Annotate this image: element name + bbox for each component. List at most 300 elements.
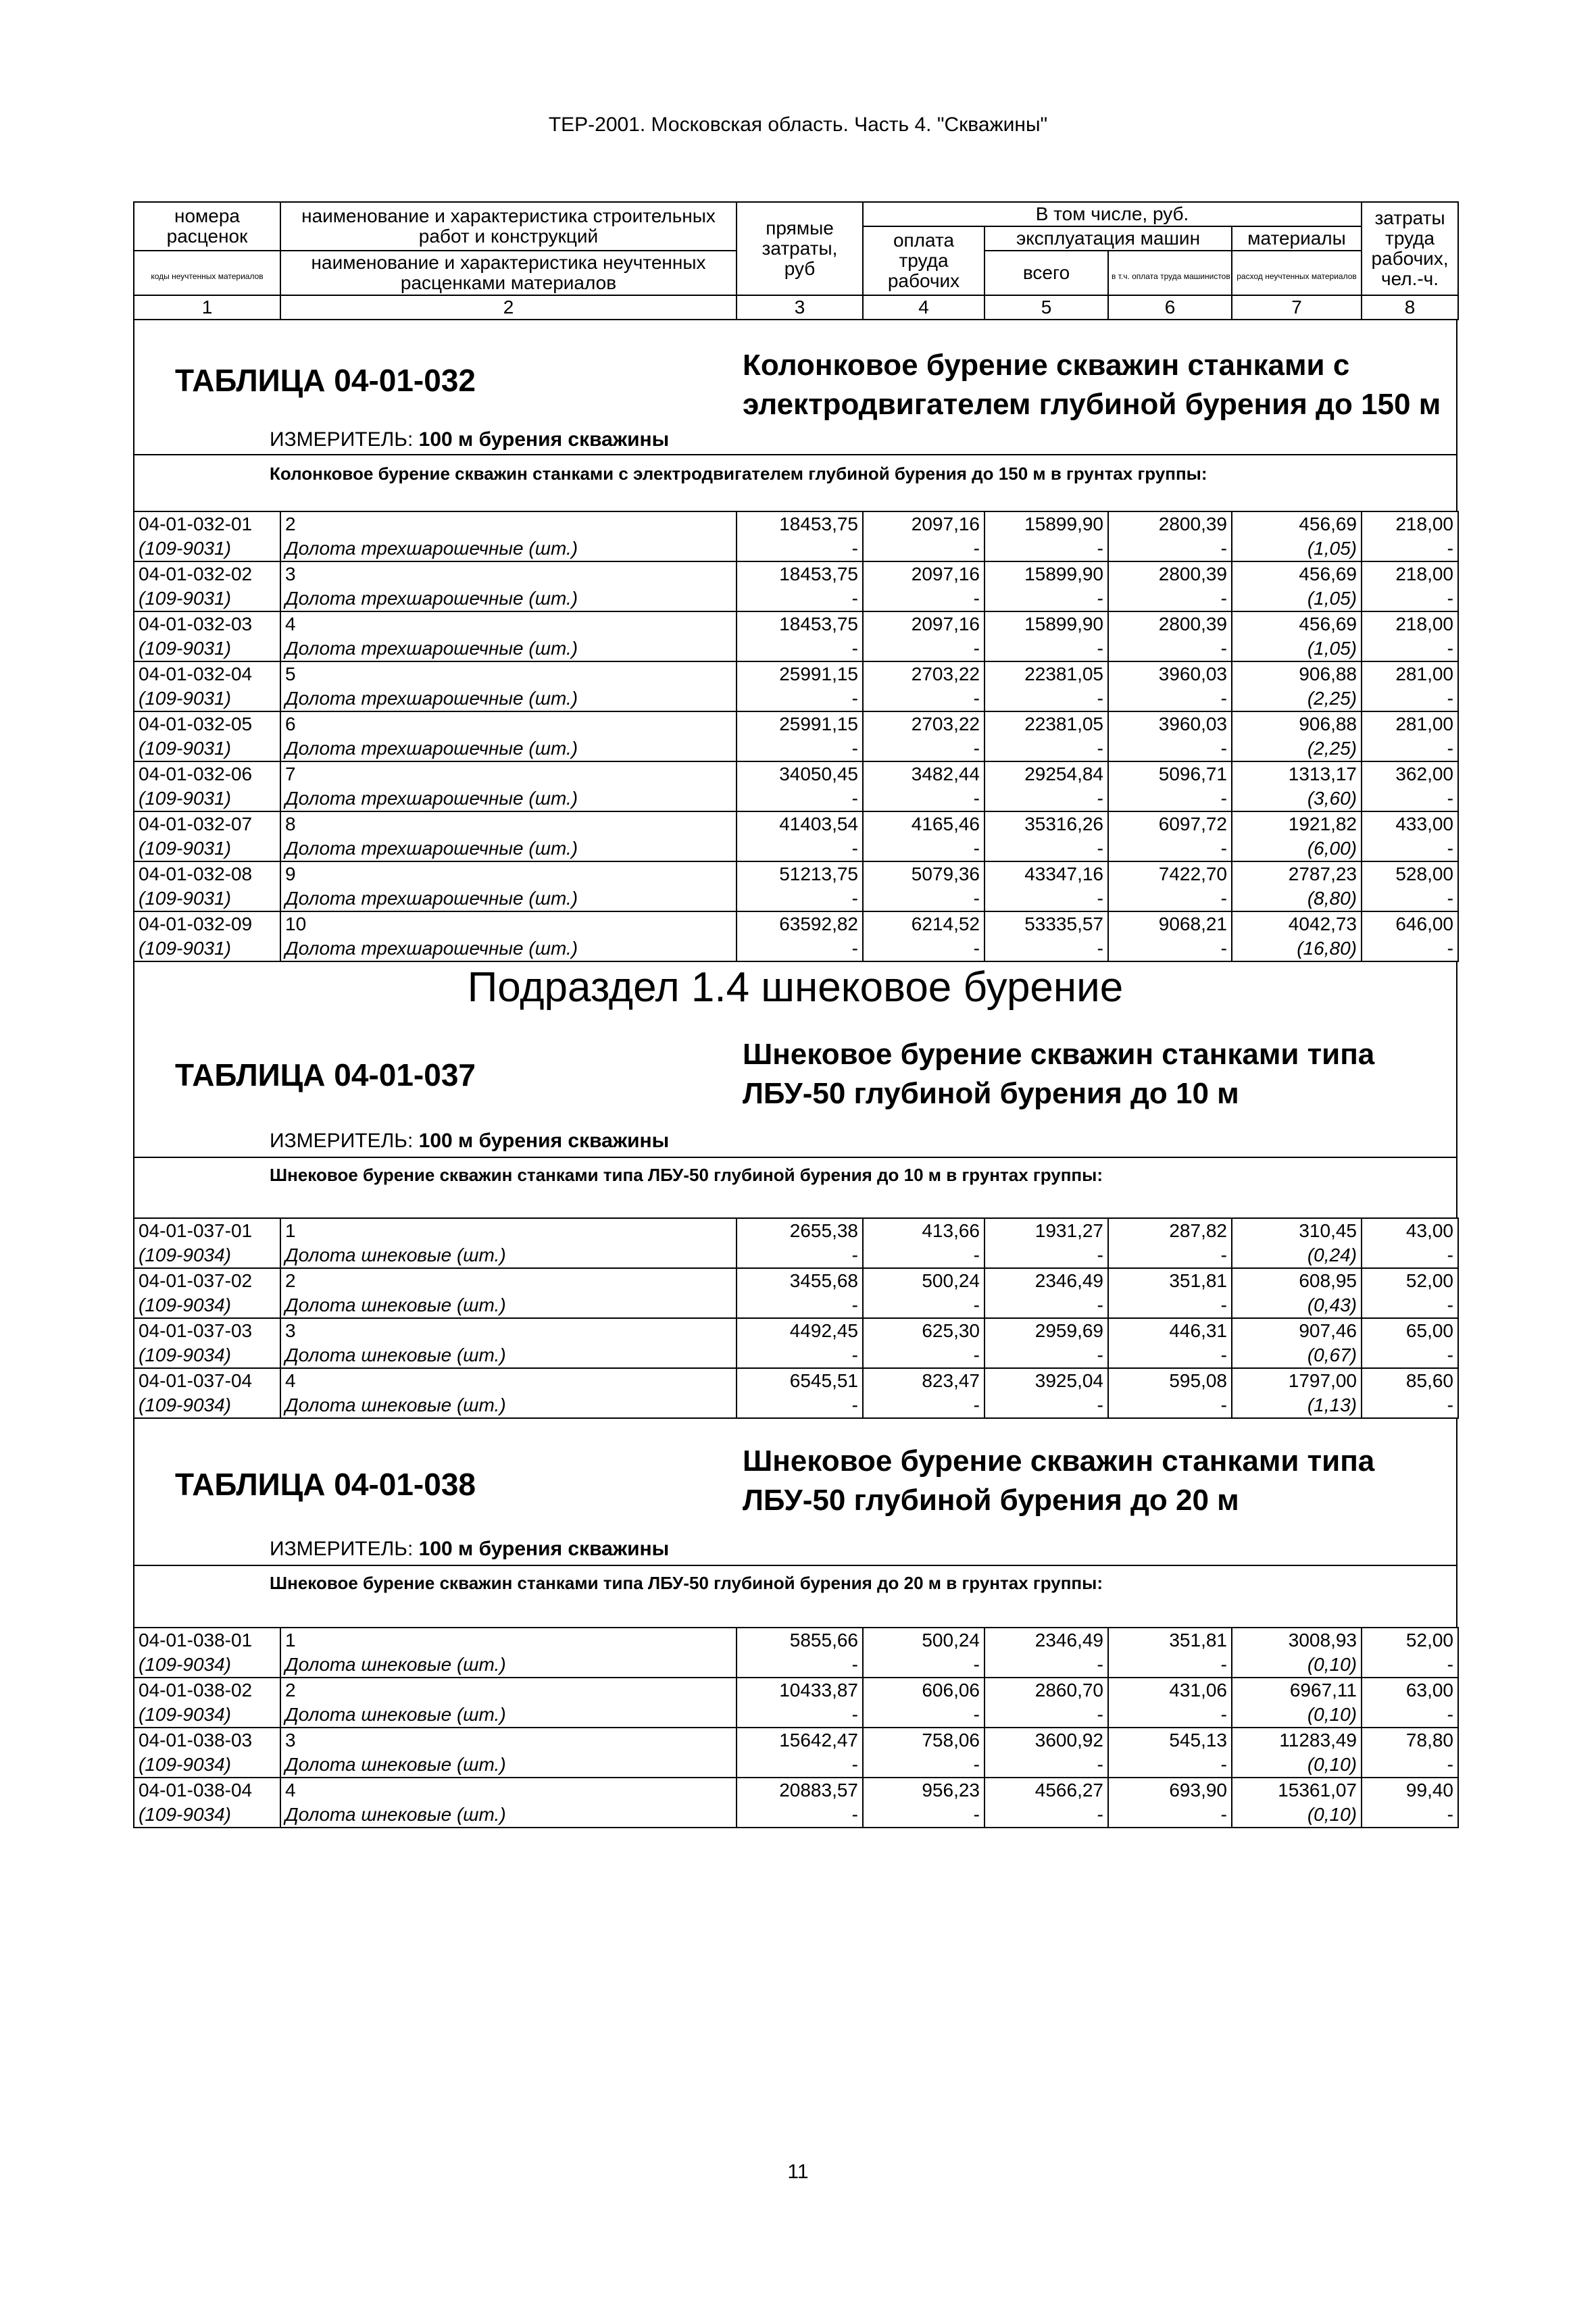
table-title: Колонковое бурение скважин станками с электродвигателем глубиной бурения до 150 м xyxy=(743,349,1441,421)
table-row xyxy=(134,911,1458,936)
dash: - xyxy=(863,636,984,661)
dash: - xyxy=(737,1393,863,1418)
dash: - xyxy=(737,586,863,611)
material-name: Долота шнековые (шт.) xyxy=(280,1393,737,1418)
direct-cost: 4492,45 xyxy=(737,1318,863,1343)
direct-cost: 15642,47 xyxy=(737,1728,863,1753)
dash: - xyxy=(984,1393,1108,1418)
machine-total: 2346,49 xyxy=(984,1268,1108,1293)
header-vsego: всего xyxy=(984,251,1108,295)
measurer-value: 100 м бурения скважины xyxy=(418,1538,670,1560)
dash: - xyxy=(737,1703,863,1728)
dash: - xyxy=(984,936,1108,961)
material-qty: (0,43) xyxy=(1232,1293,1362,1318)
machine-labor: 2800,39 xyxy=(1108,561,1232,586)
machine-labor: 6097,72 xyxy=(1108,811,1232,836)
dash: - xyxy=(984,736,1108,761)
labor-pay: 2097,16 xyxy=(863,511,984,536)
dash: - xyxy=(1362,1293,1458,1318)
machine-labor: 446,31 xyxy=(1108,1318,1232,1343)
colnum-7: 7 xyxy=(1232,295,1362,320)
material-row xyxy=(134,786,1458,811)
table-intro xyxy=(133,1016,1457,1217)
materials-cost: 1797,00 xyxy=(1232,1368,1362,1393)
dash: - xyxy=(1362,686,1458,711)
measurer xyxy=(270,1538,669,1561)
colnum-5: 5 xyxy=(984,295,1108,320)
material-row xyxy=(134,1653,1458,1678)
dash: - xyxy=(863,686,984,711)
labor-hours: 281,00 xyxy=(1362,711,1458,736)
machine-labor: 3960,03 xyxy=(1108,661,1232,686)
material-name: Долота трехшарошечные (шт.) xyxy=(280,586,737,611)
rate-code: 04-01-037-03 xyxy=(134,1318,280,1343)
machine-labor: 431,06 xyxy=(1108,1678,1232,1703)
dash: - xyxy=(1108,1293,1232,1318)
rate-name: 3 xyxy=(280,561,737,586)
material-qty: (1,05) xyxy=(1232,586,1362,611)
measurer-prefix: ИЗМЕРИТЕЛЬ: xyxy=(270,1538,414,1560)
rate-name: 4 xyxy=(280,1778,737,1803)
machine-total: 4566,27 xyxy=(984,1778,1108,1803)
material-code: (109-9031) xyxy=(134,586,280,611)
labor-pay: 500,24 xyxy=(863,1628,984,1653)
materials-cost: 608,95 xyxy=(1232,1268,1362,1293)
dash: - xyxy=(984,636,1108,661)
materials-cost: 1921,82 xyxy=(1232,811,1362,836)
dash: - xyxy=(737,736,863,761)
rate-code: 04-01-038-01 xyxy=(134,1628,280,1653)
direct-cost: 25991,15 xyxy=(737,661,863,686)
direct-cost: 10433,87 xyxy=(737,1678,863,1703)
labor-pay: 2097,16 xyxy=(863,561,984,586)
header-col2: наименование и характеристика строительных работ и конструкций xyxy=(280,202,737,251)
dash: - xyxy=(863,1243,984,1268)
machine-labor: 2800,39 xyxy=(1108,511,1232,536)
dash: - xyxy=(1108,736,1232,761)
materials-cost: 310,45 xyxy=(1232,1218,1362,1243)
machine-total: 15899,90 xyxy=(984,511,1108,536)
group-caption: Шнековое бурение скважин станками типа ЛБУ-50 глубиной бурения до 10 м в грунтах группы: xyxy=(270,1165,1103,1185)
rate-code: 04-01-032-09 xyxy=(134,911,280,936)
labor-hours: 528,00 xyxy=(1362,861,1458,886)
direct-cost: 20883,57 xyxy=(737,1778,863,1803)
dash: - xyxy=(737,1803,863,1828)
labor-hours: 281,00 xyxy=(1362,661,1458,686)
header-col8: затраты труда рабочих, чел.-ч. xyxy=(1362,202,1458,295)
material-qty: (8,80) xyxy=(1232,886,1362,911)
material-qty: (0,10) xyxy=(1232,1653,1362,1678)
rate-name: 3 xyxy=(280,1728,737,1753)
machine-total: 35316,26 xyxy=(984,811,1108,836)
dash: - xyxy=(1108,1753,1232,1778)
dash: - xyxy=(984,836,1108,861)
labor-hours: 63,00 xyxy=(1362,1678,1458,1703)
machine-total: 2959,69 xyxy=(984,1318,1108,1343)
material-name: Долота шнековые (шт.) xyxy=(280,1243,737,1268)
dash: - xyxy=(737,636,863,661)
document-body xyxy=(133,201,1457,1828)
dash: - xyxy=(737,1343,863,1368)
machine-total: 53335,57 xyxy=(984,911,1108,936)
materials-cost: 15361,07 xyxy=(1232,1778,1362,1803)
labor-pay: 500,24 xyxy=(863,1268,984,1293)
rate-code: 04-01-038-04 xyxy=(134,1778,280,1803)
material-code: (109-9031) xyxy=(134,886,280,911)
divider xyxy=(134,454,1456,455)
table-row xyxy=(134,1728,1458,1753)
material-row xyxy=(134,686,1458,711)
material-row xyxy=(134,1393,1458,1418)
dash: - xyxy=(863,836,984,861)
material-code: (109-9034) xyxy=(134,1293,280,1318)
dash: - xyxy=(1108,1653,1232,1678)
labor-hours: 218,00 xyxy=(1362,611,1458,636)
colnum-3: 3 xyxy=(737,295,863,320)
material-code: (109-9031) xyxy=(134,686,280,711)
dash: - xyxy=(863,886,984,911)
header-col2-bottom: наименование и характеристика неучтенных расценками материалов xyxy=(280,251,737,295)
material-name: Долота трехшарошечные (шт.) xyxy=(280,936,737,961)
dash: - xyxy=(1362,1393,1458,1418)
column-numbers-row xyxy=(134,295,1458,320)
machine-labor: 545,13 xyxy=(1108,1728,1232,1753)
dash: - xyxy=(863,536,984,561)
rate-name: 2 xyxy=(280,1678,737,1703)
dash: - xyxy=(1362,1753,1458,1778)
header-ekspl: эксплуатация машин xyxy=(984,226,1232,251)
machine-total: 3925,04 xyxy=(984,1368,1108,1393)
rate-code: 04-01-037-04 xyxy=(134,1368,280,1393)
dash: - xyxy=(984,1243,1108,1268)
material-qty: (1,05) xyxy=(1232,536,1362,561)
material-code: (109-9031) xyxy=(134,836,280,861)
measurer-value: 100 м бурения скважины xyxy=(418,428,670,451)
dash: - xyxy=(737,786,863,811)
table-label: ТАБЛИЦА 04-01-032 xyxy=(175,363,476,398)
labor-hours: 52,00 xyxy=(1362,1628,1458,1653)
materials-cost: 906,88 xyxy=(1232,661,1362,686)
dash: - xyxy=(1362,636,1458,661)
direct-cost: 25991,15 xyxy=(737,711,863,736)
machine-labor: 351,81 xyxy=(1108,1268,1232,1293)
labor-hours: 85,60 xyxy=(1362,1368,1458,1393)
dash: - xyxy=(984,1653,1108,1678)
column-header-table xyxy=(133,201,1459,320)
dash: - xyxy=(1362,836,1458,861)
header-vtch: в т.ч. оплата труда машинистов xyxy=(1108,251,1232,295)
dash: - xyxy=(984,1343,1108,1368)
rates-table xyxy=(133,1627,1459,1828)
table-row xyxy=(134,611,1458,636)
header-col3: прямые затраты, руб xyxy=(737,202,863,295)
material-code: (109-9031) xyxy=(134,536,280,561)
direct-cost: 63592,82 xyxy=(737,911,863,936)
labor-hours: 362,00 xyxy=(1362,761,1458,786)
machine-labor: 3960,03 xyxy=(1108,711,1232,736)
dash: - xyxy=(1108,636,1232,661)
material-code: (109-9034) xyxy=(134,1343,280,1368)
material-qty: (6,00) xyxy=(1232,836,1362,861)
labor-pay: 6214,52 xyxy=(863,911,984,936)
materials-cost: 6967,11 xyxy=(1232,1678,1362,1703)
direct-cost: 3455,68 xyxy=(737,1268,863,1293)
group-caption: Колонковое бурение скважин станками с электродвигателем глубиной бурения до 150 м в грунтах группы: xyxy=(270,463,1207,484)
machine-labor: 9068,21 xyxy=(1108,911,1232,936)
table-title: Шнековое бурение скважин станками типа ЛБУ-50 глубиной бурения до 20 м xyxy=(743,1444,1375,1517)
labor-hours: 52,00 xyxy=(1362,1268,1458,1293)
material-name: Долота трехшарошечные (шт.) xyxy=(280,786,737,811)
rate-code: 04-01-032-07 xyxy=(134,811,280,836)
machine-labor: 351,81 xyxy=(1108,1628,1232,1653)
rate-name: 1 xyxy=(280,1628,737,1653)
machine-total: 43347,16 xyxy=(984,861,1108,886)
dash: - xyxy=(984,686,1108,711)
materials-cost: 907,46 xyxy=(1232,1318,1362,1343)
colnum-8: 8 xyxy=(1362,295,1458,320)
table-row xyxy=(134,511,1458,536)
rate-name: 4 xyxy=(280,611,737,636)
dash: - xyxy=(863,1393,984,1418)
rate-name: 10 xyxy=(280,911,737,936)
material-name: Долота шнековые (шт.) xyxy=(280,1803,737,1828)
dash: - xyxy=(984,536,1108,561)
rate-code: 04-01-032-04 xyxy=(134,661,280,686)
labor-pay: 2097,16 xyxy=(863,611,984,636)
table-row xyxy=(134,1678,1458,1703)
material-qty: (0,10) xyxy=(1232,1753,1362,1778)
material-qty: (16,80) xyxy=(1232,936,1362,961)
material-row xyxy=(134,1293,1458,1318)
material-name: Долота шнековые (шт.) xyxy=(280,1343,737,1368)
dash: - xyxy=(1362,536,1458,561)
table-row xyxy=(134,1218,1458,1243)
rate-name: 8 xyxy=(280,811,737,836)
dash: - xyxy=(737,686,863,711)
dash: - xyxy=(1108,1393,1232,1418)
labor-pay: 823,47 xyxy=(863,1368,984,1393)
material-name: Долота трехшарошечные (шт.) xyxy=(280,736,737,761)
material-name: Долота трехшарошечные (шт.) xyxy=(280,836,737,861)
dash: - xyxy=(863,1293,984,1318)
rate-name: 9 xyxy=(280,861,737,886)
labor-pay: 625,30 xyxy=(863,1318,984,1343)
material-code: (109-9031) xyxy=(134,636,280,661)
machine-labor: 7422,70 xyxy=(1108,861,1232,886)
machine-total: 29254,84 xyxy=(984,761,1108,786)
material-name: Долота шнековые (шт.) xyxy=(280,1653,737,1678)
colnum-2: 2 xyxy=(280,295,737,320)
material-qty: (0,24) xyxy=(1232,1243,1362,1268)
labor-pay: 5079,36 xyxy=(863,861,984,886)
table-row xyxy=(134,1628,1458,1653)
rate-code: 04-01-038-02 xyxy=(134,1678,280,1703)
materials-cost: 456,69 xyxy=(1232,561,1362,586)
dash: - xyxy=(1362,1343,1458,1368)
direct-cost: 6545,51 xyxy=(737,1368,863,1393)
direct-cost: 5855,66 xyxy=(737,1628,863,1653)
dash: - xyxy=(737,936,863,961)
machine-total: 2346,49 xyxy=(984,1628,1108,1653)
material-name: Долота шнековые (шт.) xyxy=(280,1753,737,1778)
rate-name: 4 xyxy=(280,1368,737,1393)
table-row xyxy=(134,1778,1458,1803)
dash: - xyxy=(863,1653,984,1678)
rates-table xyxy=(133,511,1459,962)
table-intro xyxy=(133,1419,1457,1627)
page-number: 11 xyxy=(787,2161,809,2183)
material-code: (109-9031) xyxy=(134,936,280,961)
material-row xyxy=(134,886,1458,911)
dash: - xyxy=(863,1343,984,1368)
dash: - xyxy=(984,586,1108,611)
machine-labor: 693,90 xyxy=(1108,1778,1232,1803)
table-intro xyxy=(133,320,1457,511)
labor-hours: 99,40 xyxy=(1362,1778,1458,1803)
material-row xyxy=(134,1343,1458,1368)
dash: - xyxy=(1108,586,1232,611)
header-vtom: В том числе, руб. xyxy=(863,202,1362,226)
materials-cost: 11283,49 xyxy=(1232,1728,1362,1753)
material-code: (109-9034) xyxy=(134,1703,280,1728)
dash: - xyxy=(984,1703,1108,1728)
dash: - xyxy=(1108,1803,1232,1828)
material-qty: (0,10) xyxy=(1232,1803,1362,1828)
labor-pay: 758,06 xyxy=(863,1728,984,1753)
machine-total: 15899,90 xyxy=(984,611,1108,636)
dash: - xyxy=(1108,1343,1232,1368)
material-name: Долота трехшарошечные (шт.) xyxy=(280,536,737,561)
material-qty: (1,13) xyxy=(1232,1393,1362,1418)
rate-code: 04-01-032-08 xyxy=(134,861,280,886)
header-col1-small: коды неучтенных материалов xyxy=(134,251,280,295)
dash: - xyxy=(984,786,1108,811)
direct-cost: 51213,75 xyxy=(737,861,863,886)
dash: - xyxy=(1108,686,1232,711)
material-row xyxy=(134,736,1458,761)
material-row xyxy=(134,586,1458,611)
material-row xyxy=(134,1803,1458,1828)
table-row xyxy=(134,1268,1458,1293)
material-name: Долота шнековые (шт.) xyxy=(280,1703,737,1728)
material-row xyxy=(134,936,1458,961)
labor-pay: 2703,22 xyxy=(863,661,984,686)
direct-cost: 34050,45 xyxy=(737,761,863,786)
direct-cost: 18453,75 xyxy=(737,511,863,536)
labor-pay: 413,66 xyxy=(863,1218,984,1243)
dash: - xyxy=(1362,1243,1458,1268)
direct-cost: 41403,54 xyxy=(737,811,863,836)
table-row xyxy=(134,861,1458,886)
divider xyxy=(134,1157,1456,1158)
dash: - xyxy=(1108,1703,1232,1728)
labor-hours: 218,00 xyxy=(1362,561,1458,586)
dash: - xyxy=(863,1803,984,1828)
rate-code: 04-01-032-01 xyxy=(134,511,280,536)
table-row xyxy=(134,1318,1458,1343)
header-rashod: расход неучтенных материалов xyxy=(1232,251,1362,295)
dash: - xyxy=(1108,936,1232,961)
labor-pay: 2703,22 xyxy=(863,711,984,736)
material-code: (109-9031) xyxy=(134,736,280,761)
dash: - xyxy=(737,1653,863,1678)
table-row xyxy=(134,1368,1458,1393)
dash: - xyxy=(737,836,863,861)
machine-total: 22381,05 xyxy=(984,711,1108,736)
measurer-prefix: ИЗМЕРИТЕЛЬ: xyxy=(270,428,414,451)
labor-hours: 78,80 xyxy=(1362,1728,1458,1753)
rate-name: 2 xyxy=(280,1268,737,1293)
rate-name: 2 xyxy=(280,511,737,536)
table-row xyxy=(134,561,1458,586)
header-materialy: материалы xyxy=(1232,226,1362,251)
material-code: (109-9034) xyxy=(134,1243,280,1268)
divider xyxy=(134,1565,1456,1566)
labor-pay: 606,06 xyxy=(863,1678,984,1703)
table-row xyxy=(134,761,1458,786)
dash: - xyxy=(863,786,984,811)
dash: - xyxy=(1362,586,1458,611)
rate-name: 5 xyxy=(280,661,737,686)
dash: - xyxy=(737,1753,863,1778)
rate-code: 04-01-037-01 xyxy=(134,1218,280,1243)
machine-labor: 5096,71 xyxy=(1108,761,1232,786)
material-code: (109-9034) xyxy=(134,1753,280,1778)
rate-code: 04-01-032-05 xyxy=(134,711,280,736)
rate-code: 04-01-038-03 xyxy=(134,1728,280,1753)
material-name: Долота трехшарошечные (шт.) xyxy=(280,886,737,911)
material-code: (109-9034) xyxy=(134,1393,280,1418)
labor-pay: 3482,44 xyxy=(863,761,984,786)
page-header: ТЕР-2001. Московская область. Часть 4. "Скважины" xyxy=(548,114,1048,136)
dash: - xyxy=(1362,736,1458,761)
dash: - xyxy=(737,1243,863,1268)
rates-table xyxy=(133,1217,1459,1419)
materials-cost: 906,88 xyxy=(1232,711,1362,736)
table-row xyxy=(134,711,1458,736)
dash: - xyxy=(737,536,863,561)
direct-cost: 2655,38 xyxy=(737,1218,863,1243)
material-qty: (1,05) xyxy=(1232,636,1362,661)
material-code: (109-9031) xyxy=(134,786,280,811)
dash: - xyxy=(863,736,984,761)
dash: - xyxy=(984,1753,1108,1778)
materials-cost: 456,69 xyxy=(1232,511,1362,536)
colnum-6: 6 xyxy=(1108,295,1232,320)
machine-labor: 595,08 xyxy=(1108,1368,1232,1393)
dash: - xyxy=(1362,1653,1458,1678)
material-row xyxy=(134,836,1458,861)
machine-labor: 2800,39 xyxy=(1108,611,1232,636)
table-label: ТАБЛИЦА 04-01-038 xyxy=(175,1467,476,1502)
machine-labor: 287,82 xyxy=(1108,1218,1232,1243)
machine-total: 2860,70 xyxy=(984,1678,1108,1703)
dash: - xyxy=(1362,1803,1458,1828)
materials-cost: 4042,73 xyxy=(1232,911,1362,936)
dash: - xyxy=(1108,836,1232,861)
measurer-prefix: ИЗМЕРИТЕЛЬ: xyxy=(270,1130,414,1152)
material-qty: (0,10) xyxy=(1232,1703,1362,1728)
dash: - xyxy=(863,936,984,961)
rate-code: 04-01-032-06 xyxy=(134,761,280,786)
material-row xyxy=(134,636,1458,661)
dash: - xyxy=(1108,1243,1232,1268)
dash: - xyxy=(737,886,863,911)
measurer-value: 100 м бурения скважины xyxy=(418,1130,670,1152)
dash: - xyxy=(1362,786,1458,811)
dash: - xyxy=(1362,1703,1458,1728)
rate-code: 04-01-032-03 xyxy=(134,611,280,636)
